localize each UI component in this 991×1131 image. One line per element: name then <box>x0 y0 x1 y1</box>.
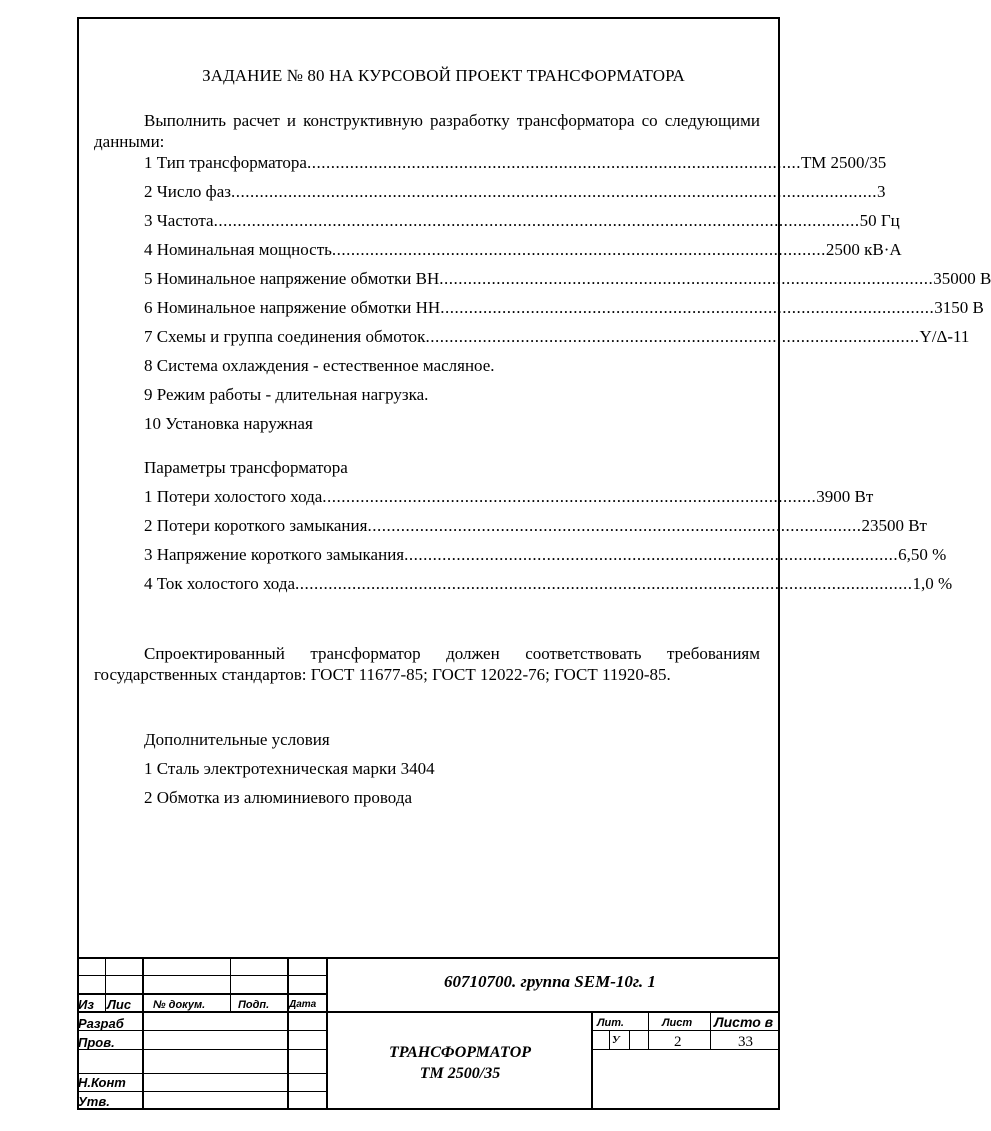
param-item: 4 Ток холостого хода .................................................................................................................................. 1,0 % <box>144 574 953 593</box>
plain-item: 8 Система охлаждения - естественное масляное. <box>144 356 495 375</box>
data-item: 5 Номинальное напряжение обмотки ВН ........................................................................................................ 35000 В <box>144 269 991 288</box>
extra-heading: Дополнительные условия <box>144 730 330 749</box>
row-razrab: Разраб <box>78 1016 124 1031</box>
document-title: ТРАНСФОРМАТОР ТМ 2500/35 <box>388 1044 532 1082</box>
data-item: 3 Частота ........................................................................................................................................ 50 Гц <box>144 211 900 230</box>
param-item: 3 Напряжение короткого замыкания ........................................................................................................ 6,50 % <box>144 545 947 564</box>
document-code: 60710700. группа SEM-10г. 1 <box>444 972 656 991</box>
col-doc: № докум. <box>153 999 206 1011</box>
row-utv: Утв. <box>78 1094 110 1109</box>
param-item: 2 Потери короткого замыкания ........................................................................................................ 23500 Вт <box>144 516 927 535</box>
data-item: 4 Номинальная мощность ........................................................................................................ 2500 кВ·А <box>144 240 902 259</box>
data-item: 6 Номинальное напряжение обмотки НН ........................................................................................................ 3150 В <box>144 298 984 317</box>
col-list: Лис <box>107 997 132 1012</box>
param-item: 1 Потери холостого хода ........................................................................................................ 3900 Вт <box>144 487 874 506</box>
row-prov: Пров. <box>78 1035 115 1050</box>
col-sign: Подп. <box>238 999 270 1011</box>
data-item: 1 Тип трансформатора ........................................................................................................ ТМ 2500/35 <box>144 153 887 172</box>
lit-label: Лит. <box>597 1017 624 1029</box>
lit-value: У <box>612 1034 620 1046</box>
sheet-label: Лист <box>662 1017 693 1029</box>
data-item: 2 Число фаз ........................................................................................................................................ 3 <box>144 182 886 201</box>
sheet-value: 2 <box>674 1034 682 1050</box>
sheets-label: Листо в <box>714 1014 774 1030</box>
plain-item: 9 Режим работы - длительная нагрузка. <box>144 385 429 404</box>
extra-item: 2 Обмотка из алюминиевого провода <box>144 788 413 807</box>
page-title: ЗАДАНИЕ № 80 НА КУРСОВОЙ ПРОЕКТ ТРАНСФОРМАТОРА <box>202 66 685 85</box>
extra-item: 1 Сталь электротехническая марки 3404 <box>144 759 435 778</box>
row-nkont: Н.Конт <box>78 1075 126 1090</box>
params-heading: Параметры трансформатора <box>144 458 348 477</box>
sheets-value: 33 <box>738 1034 753 1050</box>
plain-item: 10 Установка наружная <box>144 414 313 433</box>
col-iz: Из <box>78 997 94 1012</box>
standards-paragraph: Спроектированный трансформатор должен соответствовать требованиям государственных стандартов: ГОСТ 11677-85; ГОСТ 12022-76; ГОСТ 11920-85. <box>94 644 760 684</box>
data-item: 7 Схемы и группа соединения обмоток ........................................................................................................ Y/Δ-11 <box>144 327 970 346</box>
intro-paragraph: Выполнить расчет и конструктивную разработку трансформатора со следующими данными: <box>94 111 760 151</box>
col-date: Дата <box>289 999 317 1010</box>
